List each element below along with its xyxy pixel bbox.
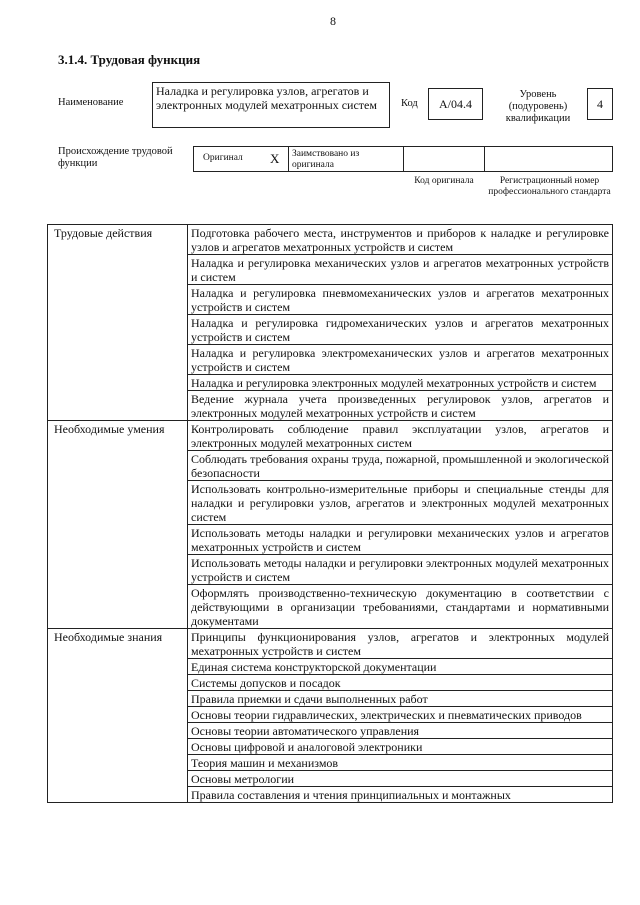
list-item-text: Наладка и регулировка электронных модулей мехатронных устройств и систем: [191, 376, 597, 390]
list-item: [188, 315, 613, 345]
list-item: [188, 585, 613, 629]
section-title-required-knowledge: Необходимые знания: [48, 629, 188, 803]
section-title-required-skills: Необходимые умения: [48, 421, 188, 629]
list-item-text: Наладка и регулировка гидромеханических узлов и агрегатов мехатронных устройств и систем: [191, 316, 609, 344]
list-item: [188, 707, 613, 723]
list-item-text: Основы метрологии: [191, 772, 295, 786]
list-item: [188, 675, 613, 691]
list-item-text: Единая система конструкторской документации: [191, 660, 437, 674]
list-item: [188, 225, 613, 255]
list-item: [188, 255, 613, 285]
list-item-text: Правила составления и чтения принципиальных и монтажных: [191, 788, 511, 802]
table-row: [48, 225, 613, 255]
list-item-text: Правила приемки и сдачи выполненных работ: [191, 692, 428, 706]
origin-label: Происхождение трудовой функции: [58, 146, 173, 169]
list-item-text: Подготовка рабочего места, инструментов и приборов к наладке и регулировке узлов и агрегатов мехатронных устройств и систем: [191, 226, 609, 254]
function-name-box: [152, 82, 390, 128]
level-value: 4: [597, 97, 603, 111]
list-item-text: Использовать контрольно-измерительные приборы и специальные стенды для наладки и регулировки узлов, агрегатов и электронных модулей мехатронных систем: [191, 482, 609, 524]
list-item-text: Использовать методы наладки и регулировки механических узлов и агрегатов мехатронных устройств и систем: [191, 526, 609, 554]
list-item: [188, 787, 613, 803]
list-item-text: Основы теории автоматического управления: [191, 724, 420, 738]
table-row: [48, 629, 613, 659]
code-box: [428, 88, 483, 120]
page-bottom-margin: [0, 880, 640, 905]
reg-number-caption: Регистрационный номер профессионального стандарта: [488, 176, 611, 197]
list-item: [188, 481, 613, 525]
original-box: [193, 146, 289, 172]
list-item: [188, 345, 613, 375]
list-item: [188, 723, 613, 739]
name-label: Наименование: [58, 97, 124, 108]
level-box: [587, 88, 613, 120]
code-original-box: [403, 146, 485, 172]
list-item: [188, 739, 613, 755]
section-title-labor-actions: Трудовые действия: [48, 225, 188, 421]
original-label: Оригинал: [203, 153, 243, 163]
borrowed-box: [288, 146, 404, 172]
list-item: [188, 629, 613, 659]
list-item-text: Системы допусков и посадок: [191, 676, 341, 690]
original-mark: X: [270, 151, 280, 166]
code-original-caption: Код оригинала: [414, 176, 474, 186]
list-item: [188, 525, 613, 555]
reg-number-box: [484, 146, 613, 172]
function-content-table: [47, 224, 613, 803]
list-item-text: Ведение журнала учета произведенных регулировок узлов, агрегатов и электронных модулей мехатронных устройств и систем: [191, 392, 609, 420]
list-item: [188, 421, 613, 451]
list-item: [188, 391, 613, 421]
list-item-text: Контролировать соблюдение правил эксплуатации узлов, агрегатов и электронных модулей мехатронных систем: [191, 422, 609, 450]
list-item: [188, 659, 613, 675]
list-item-text: Оформлять производственно-техническую документацию в соответствии с действующими в организации требованиями, стандартами и нормативными документами: [191, 586, 609, 628]
list-item-text: Теория машин и механизмов: [191, 756, 339, 770]
list-item: [188, 755, 613, 771]
list-item-text: Основы теории гидравлических, электрических и пневматических приводов: [191, 708, 582, 722]
list-item: [188, 451, 613, 481]
list-item: [188, 771, 613, 787]
list-item-text: Использовать методы наладки и регулировки электронных модулей мехатронных устройств и систем: [191, 556, 609, 584]
function-name-value: Наладка и регулировка узлов, агрегатов и электронных модулей мехатронных систем: [156, 84, 377, 112]
list-item-text: Наладка и регулировка механических узлов и агрегатов мехатронных устройств и систем: [191, 256, 609, 284]
list-item-text: Наладка и регулировка пневмомеханических узлов и агрегатов мехатронных устройств и систем: [191, 286, 609, 314]
page-number: 8: [330, 14, 336, 28]
list-item: [188, 285, 613, 315]
list-item: [188, 555, 613, 585]
list-item-text: Соблюдать требования охраны труда, пожарной, промышленной и экологической безопасности: [191, 452, 609, 480]
list-item-text: Наладка и регулировка электромеханических узлов и агрегатов мехатронных устройств и систем: [191, 346, 609, 374]
list-item-text: Принципы функционирования узлов, агрегатов и электронных модулей мехатронных устройств и систем: [191, 630, 609, 658]
list-item-text: Основы цифровой и аналоговой электроники: [191, 740, 423, 754]
list-item: [188, 375, 613, 391]
level-label: Уровень (подуровень) квалификации: [505, 89, 571, 124]
borrowed-label: Заимствовано из оригинала: [292, 149, 360, 170]
section-title: 3.1.4. Трудовая функция: [58, 52, 201, 67]
code-value: A/04.4: [439, 97, 472, 111]
code-label: Код: [401, 98, 418, 109]
table-row: [48, 421, 613, 451]
list-item: [188, 691, 613, 707]
